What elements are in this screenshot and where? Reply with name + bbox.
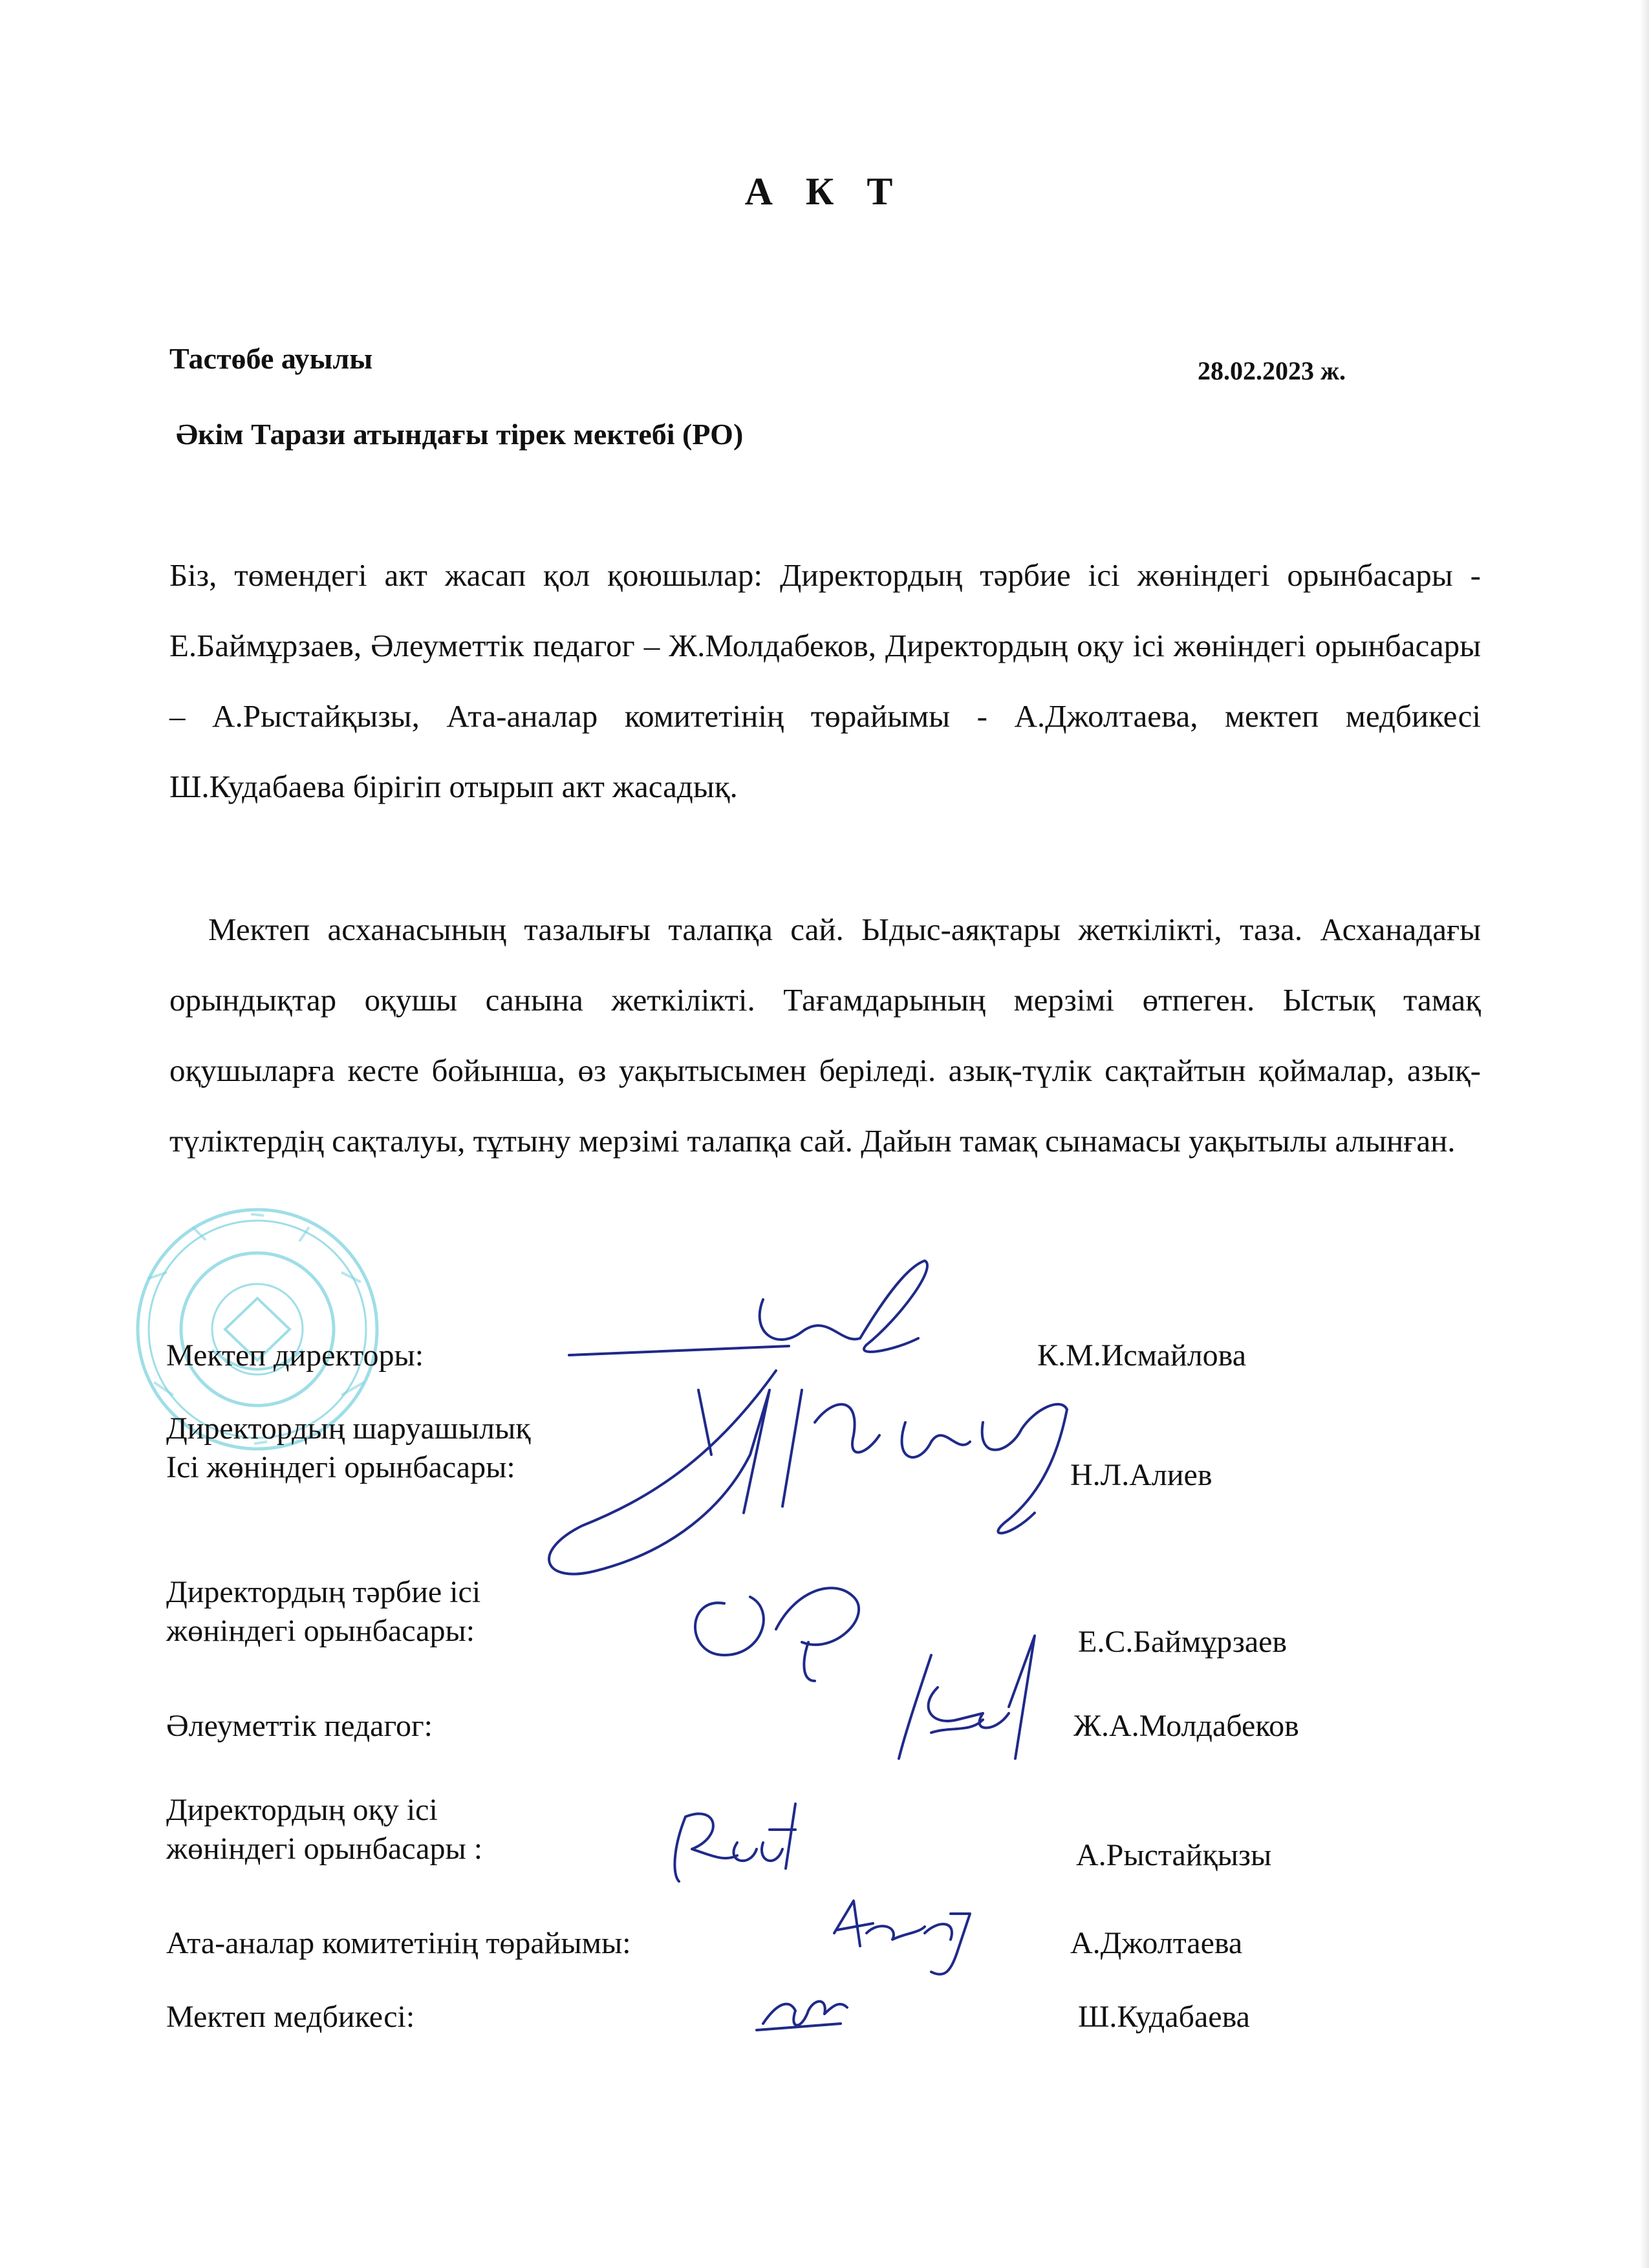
paragraph-findings: Мектеп асханасының тазалығы талапқа сай. Ыдыс-аяқтары жеткілікті, таза. Асханадағы орындықтар оқушы санына жеткілікті. Тағамдарының мерзімі өтпеген. Ыстық тамақ оқушыларға кесте бойынша, өз уақытысымен беріледі. азық-түлік сақтайтын қоймалар, азық-түліктердің сақталуы, тұтыну мерзімі талапқа сай. Дайын тамақ сынамасы уақытылы алынған.: [169, 912, 1481, 1159]
signatory-name-facilities-deputy: Н.Л.Алиев: [1070, 1458, 1212, 1492]
scan-edge: [1640, 0, 1649, 2268]
signature-facilities-deputy-icon: [549, 1371, 1067, 1574]
signature-parents-committee-icon: [834, 1901, 970, 1974]
signatory-role-academic-deputy: Директордың оқу ісі жөніндегі орынбасары :: [166, 1793, 483, 1866]
signatory-role-facilities-deputy: Директордың шаруашылық Ісі жөніндегі орынбасары:: [166, 1411, 531, 1484]
signature-director-icon: [569, 1261, 927, 1355]
signature-upbringing-deputy-icon: [695, 1588, 859, 1681]
signatory-name-academic-deputy: А.Рыстайқызы: [1076, 1838, 1272, 1872]
signature-school-nurse-icon: [757, 2002, 847, 2030]
school-name: Әкім Тарази атындағы тірек мектебі (РО): [176, 418, 744, 451]
signature-academic-deputy-icon: [674, 1804, 795, 1881]
signatory-role-school-nurse: Мектеп медбикесі:: [166, 2000, 415, 2034]
document-place: Тастөбе ауылы: [169, 342, 373, 375]
signatory-name-parents-committee: А.Джолтаева: [1070, 1926, 1243, 1960]
signatory-role-director: Мектеп директоры:: [166, 1338, 424, 1373]
signatory-role-upbringing-deputy: Директордың тәрбие ісі жөніндегі орынбасары:: [166, 1575, 481, 1648]
signatory-role-parents-committee: Ата-аналар комитетінің төрайымы:: [166, 1926, 631, 1960]
signatory-role-social-pedagogue: Әлеуметтік педагог:: [166, 1709, 433, 1743]
document-date: 28.02.2023 ж.: [1198, 356, 1346, 385]
signatory-name-social-pedagogue: Ж.А.Молдабеков: [1073, 1709, 1299, 1743]
signatory-name-director: К.М.Исмайлова: [1037, 1338, 1246, 1373]
signatory-name-upbringing-deputy: Е.С.Баймұрзаев: [1078, 1625, 1288, 1659]
paragraph-participants: Біз, төмендегі акт жасап қол қоюшылар: Директордың тәрбие ісі жөніндегі орынбасары - Е.Баймұрзаев, Әлеуметтік педагог – Ж.Молдабеков, Директордың оқу ісі жөніндегі орынбасары – А.Рыстайқызы, Ата-аналар комитетінің төрайымы - А.Джолтаева, мектеп медбикесі Ш.Кудабаева бірігіп отырып акт жасадық.: [169, 557, 1481, 804]
signatory-name-school-nurse: Ш.Кудабаева: [1078, 2000, 1250, 2034]
signature-social-pedagogue-icon: [899, 1636, 1035, 1759]
document-title: А К Т: [744, 170, 905, 213]
